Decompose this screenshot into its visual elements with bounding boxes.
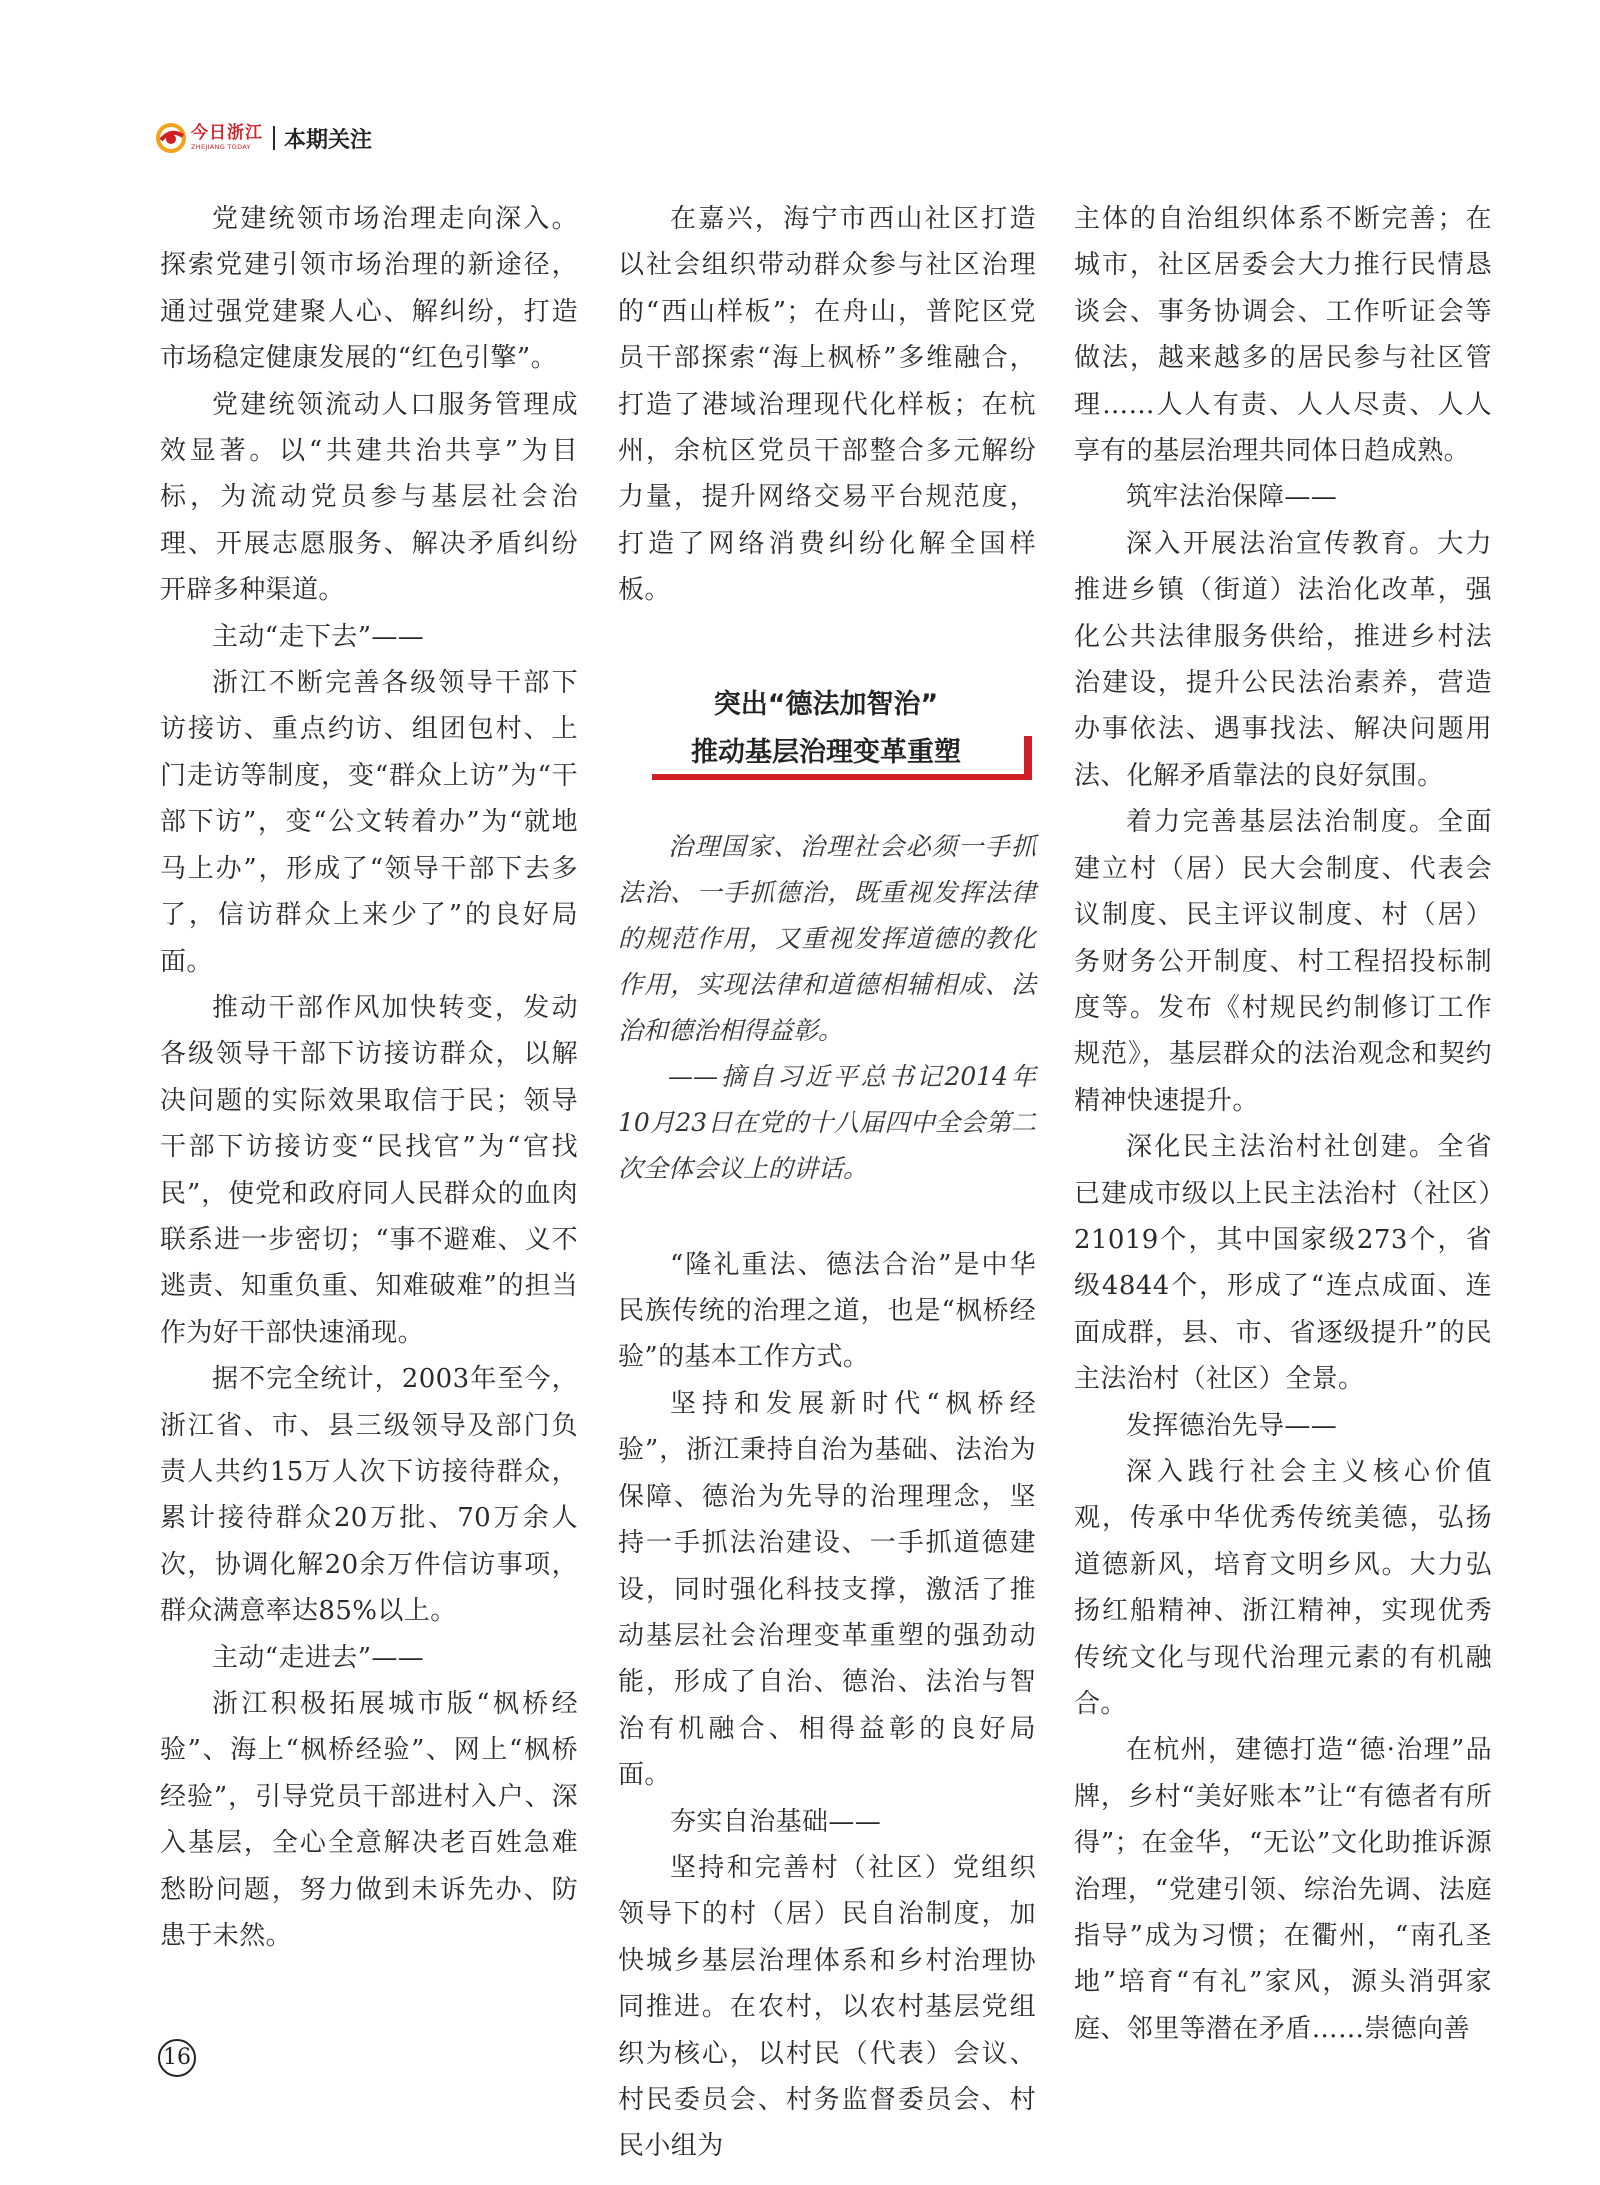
paragraph-heading: 主动“走进去”—— — [212, 1642, 425, 1673]
subheading-line-2: 推动基层治理变革重塑 — [691, 736, 961, 768]
pull-quote-source: ——摘自习近平总书记2014年10月23日在党的十八届四中全会第二次全体会议上的讲话。 — [618, 1061, 1036, 1183]
subheading-line-1: 突出“德法加智治” — [713, 688, 939, 720]
subheading-red-bar — [1024, 736, 1032, 780]
paragraph: 着力完善基层法治制度。全面建立村（居）民大会制度、代表会议制度、民主评议制度、村（居）务财务公开制度、村工程招投标制度等。发布《村规民约制修订工作规范》，基层群众的法治观念和契约精神快速提升。 — [1074, 807, 1492, 1116]
page-number-circle: 16 — [158, 2039, 196, 2077]
paragraph-heading: 主动“走下去”—— — [212, 621, 425, 652]
logo-chinese-text: 今日浙江 — [191, 123, 263, 144]
subheading-red-underline — [652, 774, 1032, 780]
paragraph: 浙江不断完善各级领导干部下访接访、重点约访、组团包村、上门走访等制度，变“群众上访”为“干部下访”，变“公文转着办”为“就地马上办”，形成了“领导干部下去多了，信访群众上来少了”的良好局面。 — [160, 668, 578, 977]
page-header — [155, 118, 372, 158]
logo-swirl-icon — [155, 122, 187, 154]
header-divider — [273, 126, 275, 150]
paragraph: 党建统领市场治理走向深入。探索党建引领市场治理的新途径，通过强党建聚人心、解纠纷，打造市场稳定健康发展的“红色引擎”。 — [160, 204, 578, 374]
paragraph: 在杭州，建德打造“德·治理”品牌，乡村“美好账本”让“有德者有所得”；在金华，“无讼”文化助推诉源治理，“党建引领、综治先调、法庭指导”成为习惯；在衢州，“南孔圣地”培育“有礼”家风，源头消弭家庭、邻里等潜在矛盾……崇德向善 — [1074, 1735, 1492, 2044]
paragraph: 深入践行社会主义核心价值观，传承中华优秀传统美德，弘扬道德新风，培育文明乡风。大力弘扬红船精神、浙江精神，实现优秀传统文化与现代治理元素的有机融合。 — [1074, 1456, 1492, 1719]
section-title: 本期关注 — [284, 127, 373, 153]
paragraph: “隆礼重法、德法合治”是中华民族传统的治理之道，也是“枫桥经验”的基本工作方式。 — [618, 1249, 1036, 1373]
paragraph-continued: 主体的自治组织体系不断完善；在城市，社区居委会大力推行民情恳谈会、事务协调会、工作听证会等做法，越来越多的居民参与社区管理……人人有责、人人尽责、人人享有的基层治理共同体日趋成熟。 — [1074, 204, 1492, 467]
paragraph-heading: 发挥德治先导—— — [1126, 1410, 1338, 1441]
paragraph: 坚持和完善村（社区）党组织领导下的村（居）民自治制度，加快城乡基层治理体系和乡村治理协同推进。在农村，以农村基层党组织为核心，以村民（代表）会议、村民委员会、村务监督委员会、村民小组为 — [618, 1852, 1036, 2162]
column-1 — [160, 196, 578, 1959]
paragraph: 推动干部作风加快转变，发动各级领导干部下访接访群众，以解决问题的实际效果取信于民；领导干部下访接访变“民找官”为“官找民”，使党和政府同人民群众的血肉联系进一步密切；“事不避难、义不逃责、知重负重、知难破难”的担当作为好干部快速涌现。 — [160, 992, 578, 1348]
paragraph: 深入开展法治宣传教育。大力推进乡镇（街道）法治化改革，强化公共法律服务供给，推进乡村法治建设，提升公民法治素养，营造办事依法、遇事找法、解决问题用法、化解矛盾靠法的良好氛围。 — [1074, 528, 1492, 791]
paragraph-heading: 筑牢法治保障—— — [1126, 482, 1338, 513]
column-3 — [1074, 196, 1492, 2052]
page-number — [158, 2038, 196, 2077]
paragraph: 坚持和发展新时代“枫桥经验”，浙江秉持自治为基础、法治为保障、德治为先导的治理理念，坚持一手抓法治建设、一手抓道德建设，同时强化科技支撑，激活了推动基层社会治理变革重塑的强劲动能，形成了自治、德治、法治与智治有机融合、相得益彰的良好局面。 — [618, 1388, 1036, 1791]
paragraph-heading: 夯实自治基础—— — [670, 1806, 882, 1837]
paragraph: 浙江积极拓展城市版“枫桥经验”、海上“枫桥经验”、网上“枫桥经验”，引导党员干部进村入户、深入基层，全心全意解决老百姓急难愁盼问题，努力做到未诉先办、防患于未然。 — [160, 1689, 578, 1952]
magazine-logo — [155, 122, 263, 154]
paragraph: 据不完全统计，2003年至今，浙江省、市、县三级领导及部门负责人共约15万人次下访接待群众，累计接待群众20万批、70万余人次，协调化解20余万件信访事项，群众满意率达85%以上。 — [160, 1364, 578, 1627]
section-subheading — [624, 654, 1034, 794]
paragraph: 深化民主法治村社创建。全省已建成市级以上民主法治村（社区）21019个，其中国家级273个，省级4844个，形成了“连点成面、连面成群，县、市、省逐级提升”的民主法治村（社区）全景。 — [1074, 1132, 1492, 1395]
paragraph: 在嘉兴，海宁市西山社区打造以社会组织带动群众参与社区治理的“西山样板”；在舟山，普陀区党员干部探索“海上枫桥”多维融合，打造了港域治理现代化样板；在杭州，余杭区党员干部整合多元解纷力量，提升网络交易平台规范度，打造了网络消费纠纷化解全国样板。 — [618, 204, 1036, 606]
paragraph: 党建统领流动人口服务管理成效显著。以“共建共治共享”为目标，为流动党员参与基层社会治理、开展志愿服务、解决矛盾纠纷开辟多种渠道。 — [160, 389, 578, 606]
pull-quote: 治理国家、治理社会必须一手抓法治、一手抓德治，既重视发挥法律的规范作用，又重视发挥道德的教化作用，实现法律和道德相辅相成、法治和德治相得益彰。 — [618, 831, 1036, 1045]
logo-english-text: ZHEJIANG TODAY — [191, 143, 251, 152]
column-2 — [618, 196, 1036, 2170]
